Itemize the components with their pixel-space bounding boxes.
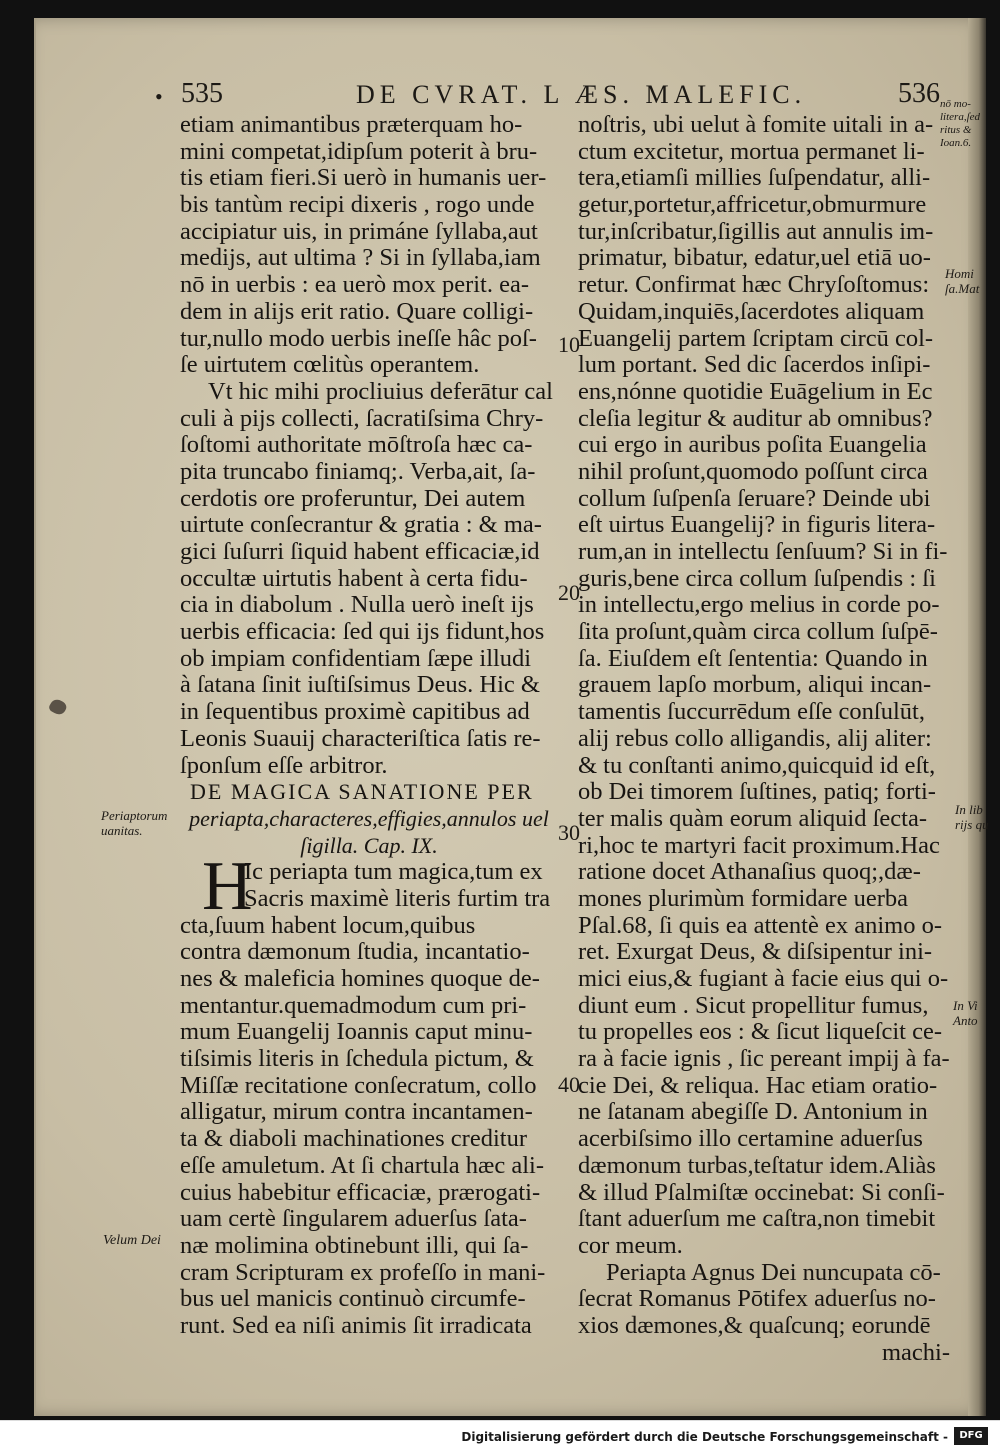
- text-line: xios dæmones,& quaſcunq; eorundē: [578, 1311, 931, 1339]
- text-line: ſa. Eiuſdem eſt ſententia: Quando in: [578, 644, 928, 672]
- dfg-logo: DFG: [954, 1427, 988, 1445]
- text-line: cuius habebitur efficaciæ, prærogati-: [180, 1178, 541, 1206]
- chapter-subheading: periapta,characteres,effigies,annulos uel: [189, 805, 549, 831]
- text-line: ob Dei timorem ſuſtines, patiq; forti-: [578, 778, 936, 806]
- margin-note-line: nō mo-: [940, 98, 971, 110]
- text-line: eſt uirtus Euangelij? in figuris litera-: [578, 511, 936, 539]
- text-line: mici eius,& fugiant à facie eius qui o-: [578, 965, 949, 992]
- text-line: cia in diabolum . Nulla uerò ineſt ijs: [180, 591, 534, 619]
- text-line: Euangelij partem ſcriptam circū col-: [578, 324, 934, 352]
- text-line: eſſe amuletum. At ſi chartula hæc ali-: [180, 1151, 544, 1179]
- margin-note-line: ritus &: [940, 124, 972, 136]
- text-line: nihil proſunt,quomodo poſſunt circa: [578, 457, 928, 485]
- text-line: retur. Confirmat hæc Chryſoſtomus:: [578, 271, 930, 299]
- text-line: contra dæmonum ſtudia, incantatio-: [180, 938, 530, 966]
- text-line: cleſia legitur & auditur ab omnibus?: [578, 404, 933, 432]
- text-line: bus uel manicis continuò circumfe-: [180, 1285, 526, 1313]
- text-line: ob impiam confidentiam ſæpe illudi: [180, 644, 532, 672]
- line-number: 40: [558, 1072, 580, 1097]
- margin-note-ioan: [940, 98, 980, 150]
- running-head: [0, 72, 1000, 112]
- text-line: in ſequentibus proximè capitibus ad: [180, 698, 530, 726]
- text-line: mentantur.quemadmodum cum pri-: [180, 991, 527, 1019]
- text-line: medijs, aut ultima ? Si in ſyllaba,iam: [180, 244, 541, 272]
- text-line: ctum excitetur, mortua permanet li-: [578, 137, 925, 165]
- text-line: tur,nullo modo uerbis ineſſe hâc poſ-: [180, 324, 537, 352]
- text-line: ſe uirtutem cœlitùs operantem.: [180, 351, 480, 379]
- left-column: [180, 112, 558, 1340]
- text-line: tur,inſcribatur,ſigillis aut annulis im-: [578, 217, 934, 245]
- text-line: ret. Exurgat Deus, & diſsipentur ini-: [578, 938, 933, 966]
- text-line: tu propelles eos : & ſicut liqueſcit ce-: [578, 1018, 942, 1046]
- text-line: bis tantùm recipi dixeris , rogo unde: [180, 191, 535, 219]
- margin-note-periapta: [101, 808, 167, 838]
- text-line: ſponſum eſſe arbitror.: [180, 751, 388, 779]
- text-line: etiam animantibus præterquam ho-: [180, 111, 523, 138]
- text-line: nes & maleficia homines quoque de-: [180, 965, 540, 992]
- text-line: Pſal.68, ſi quis ea attentè ex animo o-: [578, 911, 943, 939]
- margin-note-line: rijs qu: [955, 817, 989, 832]
- margin-note-line: Periaptorum: [101, 808, 168, 823]
- chapter-subheading: ſigilla. Cap. IX.: [300, 832, 438, 858]
- right-page-number: 536: [898, 78, 940, 109]
- text-line: tiſsimis literis in ſchedula pictum, &: [180, 1045, 534, 1073]
- text-line: guris,bene circa collum ſuſpendis : ſi: [578, 564, 936, 592]
- margin-note-line: Homi: [945, 266, 974, 281]
- text-line: tis etiam fieri.Si uerò in humanis uer-: [180, 164, 547, 192]
- text-line: machi-: [881, 1338, 950, 1366]
- text-line: ri,hoc te martyri facit proximum.Hac: [578, 831, 940, 859]
- margin-note-line: ſa.Mat: [945, 281, 980, 296]
- text-line: collum ſuſpenſa ſeruare? Deinde ubi: [578, 484, 931, 512]
- margin-note-homil: [945, 266, 979, 296]
- text-line: ſita proſunt,quàm circa collum ſuſpē-: [578, 618, 938, 646]
- margin-note-line: In lib: [955, 802, 983, 817]
- text-line: ens,nónne quotidie Euāgelium in Ec: [578, 377, 933, 405]
- line-number: 10: [558, 332, 580, 357]
- text-line: à ſatana ſinit iuſtiſsimus Deus. Hic &: [180, 671, 540, 699]
- text-line: ter malis quàm eorum aliquid ſecta-: [578, 804, 928, 832]
- line-number: 20: [558, 580, 580, 605]
- text-line: cie Dei, & reliqua. Hac etiam oratio-: [578, 1071, 938, 1099]
- page-edge: [968, 18, 986, 1416]
- text-line: diunt eum . Sicut propellitur fumus,: [578, 991, 929, 1019]
- text-line: occultæ uirtutis habent à certa fidu-: [180, 564, 528, 592]
- text-line: ſecrat Romanus Pōtifex aduerſus no-: [578, 1285, 936, 1313]
- text-line: culi à pijs collecti, ſacratiſsima Chry-: [180, 404, 544, 432]
- text-line: mones plurimùm formidare uerba: [578, 884, 908, 912]
- margin-note-line: litera,ſed: [940, 111, 981, 123]
- text-line: uam certè ſingularem aduerſus ſata-: [180, 1205, 527, 1233]
- text-line: Sacris maximè literis furtim tra: [244, 884, 551, 912]
- funding-notice: Digitalisierung gefördert durch die Deutsche Forschungsgemeinschaft -: [461, 1430, 948, 1444]
- text-line: tamentis ſuccurrēdum eſſe conſulūt,: [578, 698, 925, 726]
- text-line: cta,ſuum habent locum,quibus: [180, 911, 476, 939]
- text-line: ratione docet Athanaſius quoq;,dæ-: [578, 858, 921, 886]
- margin-note-line: Ioan.6.: [940, 137, 972, 149]
- text-line: Vt hic mihi procliuius deferātur cal: [208, 377, 553, 405]
- text-line: alligatur, mirum contra incantamen-: [180, 1098, 533, 1126]
- text-line: runt. Sed ea niſi animis ſit irradicata: [180, 1311, 532, 1339]
- text-line: ſoſtomi authoritate mōſtroſa hæc ca-: [180, 431, 533, 459]
- text-line: pita truncabo finiamq;. Verba,ait, ſa-: [180, 457, 536, 485]
- left-page-number: 535: [181, 78, 223, 109]
- text-line: primatur, bibatur, edatur,uel etiā uo-: [578, 244, 931, 272]
- text-line: uirtute conſecrantur & gratia : & ma-: [180, 511, 542, 539]
- text-line: ra à facie ignis , ſic pereant impij à fa-: [578, 1045, 950, 1073]
- text-line: & illud Pſalmiſtæ occinebat: Si conſi-: [578, 1178, 945, 1206]
- footer-bar: [0, 1420, 1000, 1452]
- chapter-heading: DE MAGICA SANATIONE PER: [190, 779, 534, 805]
- text-line: ſtant aduerſum me caſtra,non timebit: [578, 1205, 936, 1233]
- text-line: in intellectu,ergo melius in corde po-: [578, 591, 940, 619]
- chapter-body: [180, 848, 558, 1339]
- text-line: tera,etiamſi millies ſuſpendatur, alli-: [578, 164, 931, 192]
- margin-note-line: In Vi: [953, 998, 978, 1013]
- text-line: mum Euangelij Ioannis caput minu-: [180, 1018, 533, 1046]
- right-column: [578, 112, 950, 1366]
- text-line: uerbis efficacia: ſed qui ijs fidunt,hos: [180, 618, 545, 646]
- text-line: getur,portetur,affricetur,obmurmure: [578, 191, 927, 219]
- text-line: Leonis Suauij characteriſtica ſatis re-: [180, 724, 541, 752]
- margin-note-velum: Velum Dei: [103, 1233, 161, 1248]
- text-line: Quidam,inquiēs,ſacerdotes aliquam: [578, 297, 925, 325]
- line-number: 30: [558, 820, 580, 845]
- text-line: mini competat,idipſum poterit à bru-: [180, 137, 538, 165]
- text-line: Ic periapta tum magica,tum ex: [244, 858, 543, 886]
- text-line: grauem lapſo morbum, aliqui incan-: [578, 671, 932, 699]
- margin-note-line: Anto: [953, 1013, 978, 1028]
- text-line: cui ergo in auribus poſita Euangelia: [578, 431, 927, 459]
- text-line: noſtris, ubi uelut à fomite uitali in a-: [578, 111, 934, 138]
- text-line: ta & diaboli machinationes creditur: [180, 1125, 527, 1153]
- text-line: & tu conſtanti animo,quicquid id eſt,: [578, 751, 936, 779]
- text-line: næ molimina obtinebunt illi, qui ſa-: [180, 1231, 529, 1259]
- text-line: cerdotis ore proferuntur, Dei autem: [180, 484, 526, 512]
- margin-note-line: uanitas.: [101, 823, 143, 838]
- text-line: gici ſuſurri ſiquid habent efficaciæ,id: [180, 538, 540, 565]
- margin-note-inlib: [955, 802, 989, 832]
- text-line: dæmonum turbas,teſtatur idem.Aliàs: [578, 1151, 936, 1179]
- text-line: alij rebus collo alligandis, alij aliter:: [578, 724, 932, 752]
- text-line: cram Scripturam ex profeſſo in mani-: [180, 1258, 546, 1286]
- text-line: acerbiſsimo illo certamine aduerſus: [578, 1125, 923, 1153]
- running-title: DE CVRAT. L ÆS. MALEFIC.: [356, 80, 807, 109]
- text-line: nō in uerbis : ea uerò mox perit. ea-: [180, 271, 530, 299]
- text-line: dem in alijs erit ratio. Quare colligi-: [180, 297, 534, 325]
- drop-cap: H: [202, 848, 253, 926]
- text-line: Periapta Agnus Dei nuncupata cō-: [606, 1258, 941, 1286]
- text-line: ne ſatanam abegiſſe D. Antonium in: [578, 1098, 928, 1126]
- header-marker: •: [155, 84, 163, 109]
- text-line: rum,an in intellectu ſenſuum? Si in fi-: [578, 538, 948, 565]
- margin-note-invita: [953, 998, 978, 1028]
- text-line: lum portant. Sed dic ſacerdos inſipi-: [578, 351, 931, 379]
- text-line: Miſſæ recitatione conſecratum, collo: [180, 1071, 537, 1099]
- text-line: accipiatur uis, in primáne ſyllaba,aut: [180, 217, 538, 245]
- text-line: cor meum.: [578, 1231, 683, 1259]
